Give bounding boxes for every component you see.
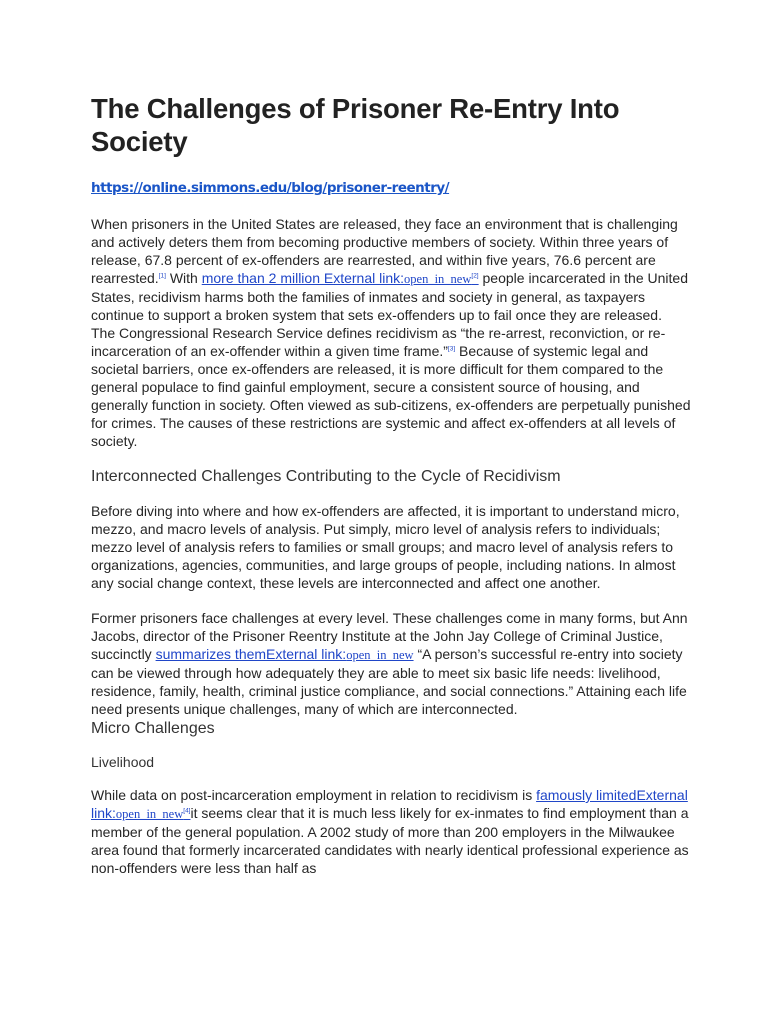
external-link-icon: open_in_new — [346, 648, 414, 662]
paragraph-levels: Before diving into where and how ex-offenders are affected, it is important to understand micro, mezzo, and macro levels of analysis. Put simply, micro level of analysis refers to individuals; mezzo level of analysis refers to families or small groups; and macro level of analysis refers to organizations, agencies, communities, and large groups of people, including nations. In almost any social change context, these levels are interconnected and affect one another. — [91, 503, 680, 591]
source-link[interactable]: https://online.simmons.edu/blog/prisoner-reentry/ — [91, 180, 450, 196]
subheading-livelihood: Livelihood — [91, 754, 155, 770]
section-heading-cycle: Interconnected Challenges Contributing to the Cycle of Recidivism — [91, 468, 561, 485]
paragraph-intro-text: When prisoners in the United States are released, they face an environment that is challenging and actively deters them from becoming productive members of society. Within three years of release, 67.8 percent of ex-offenders are rearrested, and within five years, 76.6 percent are rearrested. — [91, 216, 678, 286]
paragraph-intro-text-2: With — [165, 270, 202, 286]
link-2-million[interactable] — [202, 270, 479, 286]
footnote-ref-2: [2] — [471, 272, 479, 280]
paragraph-livelihood-text-2: it seems clear that it is much less likely for ex-inmates to find employment than a member of the general population. A 2002 study of more than 200 employers in the Milwaukee area found that formerly incarcerated candidates with nearly identical professional experience as non-offenders were less than half as — [91, 805, 689, 876]
footnote-ref-4: [4] — [183, 807, 191, 815]
section-heading-micro: Micro Challenges — [91, 720, 215, 737]
article — [91, 92, 691, 877]
link-2-million-label: more than 2 million External link: — [201, 270, 405, 286]
paragraph-challenges-text-2: “A person’s successful re-entry into society can be viewed through how adequately they are able to meet six basic life needs: livelihood, residence, family, health, criminal justice compliance, and social connections.” Attaining each life need presents unique challenges, many of which are interconnected. — [91, 646, 687, 717]
paragraph-challenges-text: Former prisoners face challenges at every level. These challenges come in many forms, but Ann Jacobs, director of the Prisoner Reentry Institute at the John Jay College of Criminal Justice, succinctly — [91, 610, 688, 662]
paragraph-livelihood — [91, 786, 691, 877]
link-summarizes-them-label: summarizes themExternal link: — [155, 646, 347, 662]
external-link-icon: open_in_new — [404, 272, 472, 286]
paragraph-definition — [91, 324, 691, 450]
link-famously-limited-label: famously limitedExternal link: — [91, 787, 688, 821]
paragraph-definition-text: The Congressional Research Service defines recidivism as “the re-arrest, reconviction, or re-incarceration of an ex-offender within a given time frame.” — [91, 325, 666, 359]
footnote-ref-1[interactable]: [1] — [158, 272, 166, 280]
paragraph-definition-text-2: Because of systemic legal and societal barriers, once ex-offenders are released, it is more difficult for them compared to the general populace to find gainful employment, secure a consistent source of housing, and generally function in society. Often viewed as sub-citizens, ex-offenders are perpetually punished for crimes. The causes of these restrictions are systemic and affect ex-offenders at all levels of society. — [91, 343, 691, 449]
page-title: The Challenges of Prisoner Re-Entry Into Society — [91, 93, 620, 157]
paragraph-challenges — [91, 609, 691, 718]
paragraph-livelihood-text: While data on post-incarceration employment in relation to recidivism is — [91, 787, 537, 803]
link-summarizes-them[interactable] — [156, 646, 414, 662]
footnote-ref-3[interactable]: [3] — [447, 345, 456, 353]
paragraph-intro-text-3: people incarcerated in the United States, recidivism harms both the families of inmates and society in general, as taxpayers continue to support a broken system that sets ex-offenders up to fail once they are released. — [91, 270, 688, 323]
external-link-icon: open_in_new — [115, 807, 184, 821]
paragraph-intro — [91, 215, 691, 324]
